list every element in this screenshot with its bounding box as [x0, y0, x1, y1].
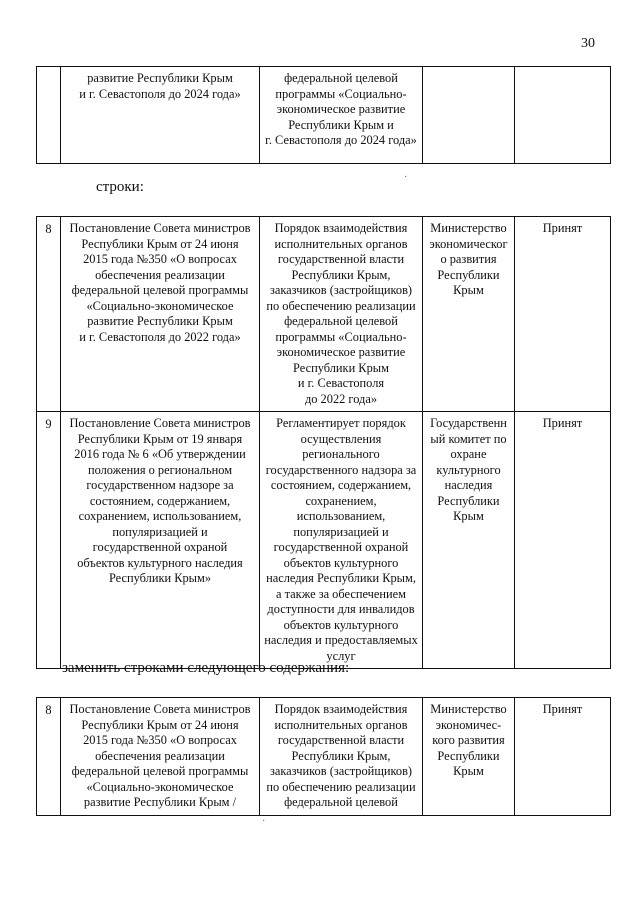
executor-cell — [423, 67, 515, 164]
status-cell: Принят — [515, 412, 611, 669]
status-cell — [515, 67, 611, 164]
status-cell: Принят — [515, 217, 611, 412]
executor-cell: Министерство экономическог о развития Республики Крым — [423, 217, 515, 412]
document-title-cell: Постановление Совета министров Республики Крым от 24 июня 2015 года №350 «О вопросах обеспечения реализации федеральной целевой программы «Социально-экономическое развитие Республики Крым и г. Севастополя до 2022 года» — [61, 217, 260, 412]
row-number: 8 — [37, 217, 61, 412]
table-replacement-rows — [36, 697, 611, 816]
page-number: 30 — [581, 36, 595, 51]
section-label-replace: заменить строками следующего содержания: — [62, 660, 350, 676]
executor-cell: Министерство экономичес- кого развития Республики Крым — [423, 698, 515, 816]
description-cell: Регламентирует порядок осуществления регионального государственного надзора за состоянием, содержанием, сохранением, использованием, популяризацией и государственной охраной объектов культурного наследия Республики Крым, а также за обеспечением доступности для инвалидов объектов культурного наследия и предоставляемых услуг — [260, 412, 423, 669]
description-cell: федеральной целевой программы «Социально- экономическое развитие Республики Крым и г. Севастополя до 2024 года» — [260, 67, 423, 164]
table-row — [37, 698, 611, 816]
description-cell: Порядок взаимодействия исполнительных органов государственной власти Республики Крым, заказчиков (застройщиков) по обеспечению реализации федеральной целевой — [260, 698, 423, 816]
table-row — [37, 217, 611, 412]
scan-speck: · — [262, 816, 266, 827]
table-rows-to-replace — [36, 216, 611, 669]
executor-cell: Государственн ый комитет по охране культурного наследия Республики Крым — [423, 412, 515, 669]
document-title-cell: развитие Республики Крым и г. Севастополя до 2024 года» — [61, 67, 260, 164]
description-cell: Порядок взаимодействия исполнительных органов государственной власти Республики Крым, заказчиков (застройщиков) по обеспечению реализации федеральной целевой программы «Социально- экономическое развитие Республики Крым и г. Севастополя до 2022 года» — [260, 217, 423, 412]
section-label-rows: строки: — [96, 179, 144, 195]
document-title-cell: Постановление Совета министров Республики Крым от 24 июня 2015 года №350 «О вопросах обеспечения реализации федеральной целевой программы «Социально-экономическое развитие Республики Крым / — [61, 698, 260, 816]
document-title-cell: Постановление Совета министров Республики Крым от 19 января 2016 года № 6 «Об утверждении положения о региональном государственном надзоре за состоянием, содержанием, сохранением, использованием, популяризацией и государственной охраной объектов культурного наследия Республики Крым» — [61, 412, 260, 669]
row-number: 8 — [37, 698, 61, 816]
scan-speck: · — [404, 172, 408, 183]
row-number: 9 — [37, 412, 61, 669]
row-number — [37, 67, 61, 164]
table-row — [37, 412, 611, 669]
table-top-fragment — [36, 66, 611, 164]
status-cell: Принят — [515, 698, 611, 816]
table-row — [37, 67, 611, 164]
